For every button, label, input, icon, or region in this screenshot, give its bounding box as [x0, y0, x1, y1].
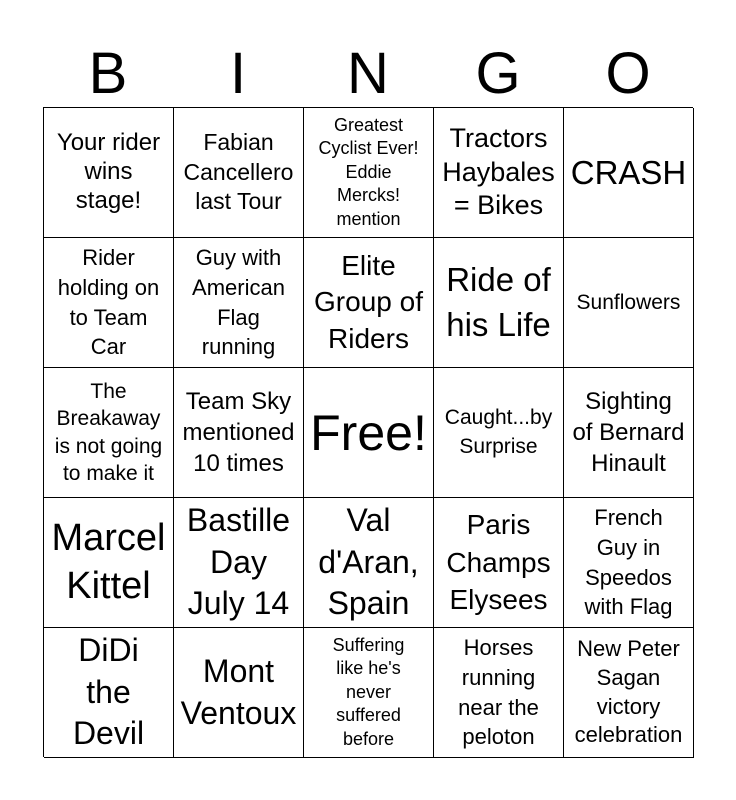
bingo-cell[interactable]: Horses running near the peloton	[434, 628, 564, 758]
header-letter-i: I	[229, 41, 247, 106]
bingo-cell[interactable]: Mont Ventoux	[174, 628, 304, 758]
bingo-cell[interactable]: Elite Group of Riders	[304, 238, 434, 368]
bingo-cell[interactable]: Fabian Cancellero last Tour	[174, 108, 304, 238]
bingo-cell[interactable]: Your rider wins stage!	[44, 108, 174, 238]
bingo-cell[interactable]: Paris Champs Elysees	[434, 498, 564, 628]
bingo-cell[interactable]: Rider holding on to Team Car	[44, 238, 174, 368]
bingo-cell[interactable]: Sunflowers	[564, 238, 694, 368]
bingo-cell[interactable]: Suffering like he's never suffered before	[304, 628, 434, 758]
header-letter-g: G	[475, 41, 521, 106]
bingo-cell[interactable]: Caught...by Surprise	[434, 368, 564, 498]
bingo-cell[interactable]: French Guy in Speedos with Flag	[564, 498, 694, 628]
bingo-cell[interactable]: Guy with American Flag running	[174, 238, 304, 368]
bingo-grid	[43, 107, 693, 757]
bingo-cell[interactable]: Marcel Kittel	[44, 498, 174, 628]
bingo-cell[interactable]: Tractors Haybales = Bikes	[434, 108, 564, 238]
bingo-cell[interactable]: Val d'Aran, Spain	[304, 498, 434, 628]
bingo-cell[interactable]: Greatest Cyclist Ever! Eddie Mercks! mention	[304, 108, 434, 238]
bingo-cell[interactable]: Bastille Day July 14	[174, 498, 304, 628]
header-letter-o: O	[605, 41, 651, 106]
bingo-cell[interactable]: New Peter Sagan victory celebration	[564, 628, 694, 758]
bingo-cell[interactable]: Sighting of Bernard Hinault	[564, 368, 694, 498]
bingo-cell[interactable]: DiDi the Devil	[44, 628, 174, 758]
bingo-cell[interactable]: Free!	[304, 368, 434, 498]
bingo-cell[interactable]: CRASH	[564, 108, 694, 238]
bingo-cell[interactable]: Team Sky mentioned 10 times	[174, 368, 304, 498]
header-letter-n: N	[347, 41, 389, 106]
bingo-cell[interactable]: Ride of his Life	[434, 238, 564, 368]
bingo-cell[interactable]: The Breakaway is not going to make it	[44, 368, 174, 498]
bingo-header	[43, 40, 693, 108]
header-letter-b: B	[88, 41, 128, 106]
